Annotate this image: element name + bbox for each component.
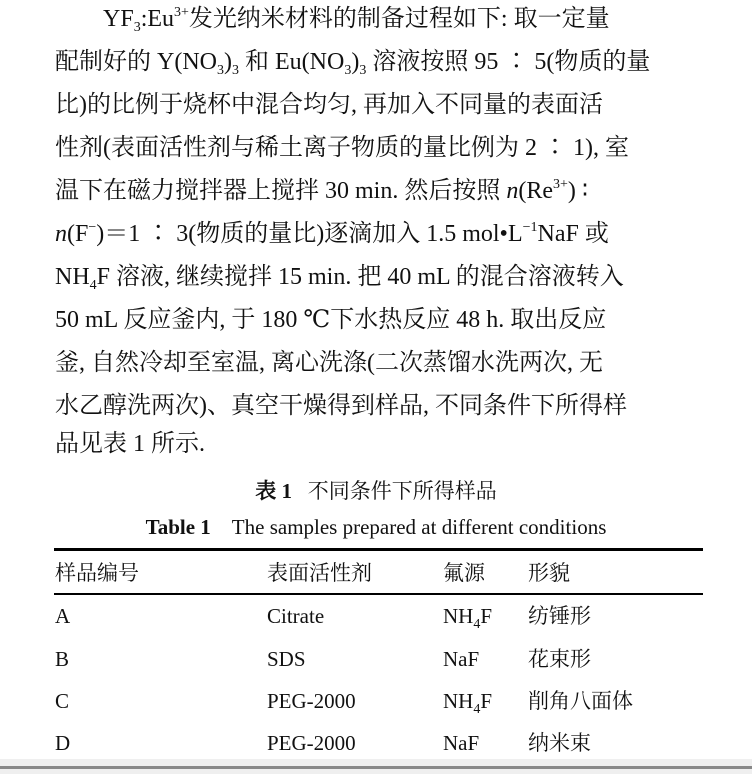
cell-morphology: 花束形 xyxy=(528,647,591,671)
text-run: 温下在磁力搅拌器上搅拌 30 min. 然后按照 xyxy=(55,178,507,204)
subscript: 3 xyxy=(133,20,141,35)
text-run: 溶液按照 95 ∶ 5(物质的量 xyxy=(366,49,651,75)
text-run: )＝1 ∶ 3(物质的量比)逐滴加入 1.5 mol•L xyxy=(96,221,523,247)
paragraph-line: 釜, 自然冷却至室温, 离心洗涤(二次蒸馏水洗两次, 无 xyxy=(55,350,603,376)
text-run: 和 Eu(NO xyxy=(239,49,345,75)
text-run: (F xyxy=(67,221,89,247)
cell-morphology: 纺锤形 xyxy=(528,604,591,628)
cell-fluorine-source xyxy=(443,601,492,631)
text-run: NaF 或 xyxy=(537,221,609,247)
page-bottom-divider xyxy=(0,766,752,769)
cell-fluorine-source xyxy=(443,686,492,716)
text-run: :Eu xyxy=(140,6,175,32)
table-top-rule xyxy=(54,548,703,551)
cell-surfactant: PEG-2000 xyxy=(267,689,356,713)
subscript: 3 xyxy=(217,63,224,78)
cell-sample-id: A xyxy=(55,604,71,628)
text-run: ) ∶ xyxy=(567,178,589,204)
cell-fluorine-source xyxy=(443,728,479,758)
column-header: 形貌 xyxy=(528,561,570,585)
subscript: 4 xyxy=(473,702,481,717)
table-row xyxy=(55,644,703,674)
table-header-row xyxy=(55,558,703,588)
paragraph-line xyxy=(55,0,610,38)
text-run: F xyxy=(480,604,493,628)
text-run: (Re xyxy=(518,178,553,204)
caption-text: The samples prepared at different conditions xyxy=(231,515,607,539)
text-run: NH xyxy=(55,264,90,290)
cell-surfactant: PEG-2000 xyxy=(267,731,356,755)
superscript: −1 xyxy=(522,220,538,235)
cell-surfactant: SDS xyxy=(267,647,306,671)
text-run: 配制好的 Y(NO xyxy=(55,49,217,75)
paragraph-line: 性剂(表面活性剂与稀土离子物质的量比例为 2 ∶ 1), 室 xyxy=(55,135,629,161)
paragraph-line xyxy=(55,258,624,296)
table-row xyxy=(55,686,703,716)
italic-variable: n xyxy=(55,221,67,247)
text-run: NaF xyxy=(443,647,480,671)
cell-sample-id: B xyxy=(55,647,70,671)
paragraph-line: 50 mL 反应釜内, 于 180 ℃下水热反应 48 h. 取出反应 xyxy=(55,307,607,333)
caption-label: 表 1 xyxy=(255,479,292,503)
paragraph-line: 比)的比例于烧杯中混合均匀, 再加入不同量的表面活 xyxy=(55,92,603,118)
caption-label: Table 1 xyxy=(145,515,211,539)
paragraph-line xyxy=(55,172,588,210)
text-run: NaF xyxy=(443,731,480,755)
subscript: 3 xyxy=(344,63,352,78)
text-run: YF xyxy=(103,6,134,32)
text-run: F 溶液, 继续搅拌 15 min. 把 40 mL 的混合溶液转入 xyxy=(96,264,624,290)
text-run: ) xyxy=(224,49,232,75)
superscript: 3+ xyxy=(174,5,189,20)
superscript: − xyxy=(88,220,97,235)
subscript: 4 xyxy=(473,617,481,632)
paragraph-line: 品见表 1 所示. xyxy=(55,431,205,457)
text-run: NH xyxy=(443,689,474,713)
subscript: 3 xyxy=(359,63,367,78)
cell-sample-id: D xyxy=(55,731,71,755)
table-caption-en xyxy=(0,513,752,541)
column-header: 样品编号 xyxy=(55,561,139,585)
cell-surfactant: Citrate xyxy=(267,604,325,628)
table-row xyxy=(55,728,703,758)
superscript: 3+ xyxy=(553,177,568,192)
text-run: 发光纳米材料的制备过程如下: 取一定量 xyxy=(188,6,610,32)
cell-morphology: 削角八面体 xyxy=(528,689,633,713)
column-header: 氟源 xyxy=(443,561,485,585)
table-row xyxy=(55,601,703,631)
table-header-rule xyxy=(54,593,703,595)
column-header: 表面活性剂 xyxy=(267,561,372,585)
cell-sample-id: C xyxy=(55,689,70,713)
text-run: NH xyxy=(443,604,474,628)
text-run: F xyxy=(480,689,493,713)
table-caption-cn xyxy=(0,477,752,505)
paragraph-line xyxy=(55,215,609,253)
paragraph-line xyxy=(55,43,650,81)
subscript: 3 xyxy=(232,63,239,78)
cell-fluorine-source xyxy=(443,644,479,674)
italic-variable: n xyxy=(506,178,519,204)
subscript: 4 xyxy=(89,278,97,293)
cell-morphology: 纳米束 xyxy=(528,731,591,755)
text-run: ) xyxy=(351,49,360,75)
paragraph-line: 水乙醇洗两次)、真空干燥得到样品, 不同条件下所得样 xyxy=(55,393,627,419)
caption-text: 不同条件下所得样品 xyxy=(307,479,497,503)
